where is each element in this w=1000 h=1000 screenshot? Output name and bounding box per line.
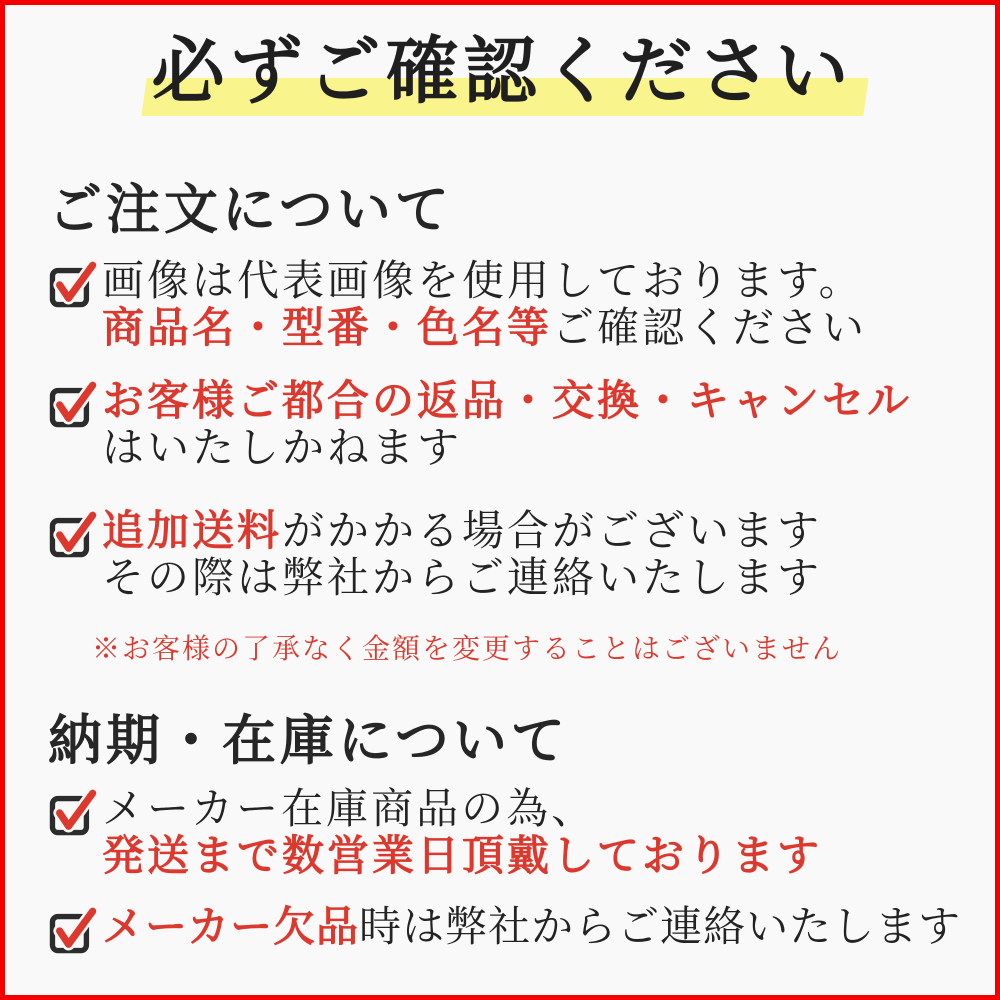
item-text-segment: 画像は代表画像を使用しております。	[102, 258, 864, 305]
item-text	[102, 509, 822, 603]
notice-content	[5, 33, 995, 955]
item-text	[102, 787, 822, 881]
item-text-segment: 時は弊社からご連絡いたします	[359, 905, 962, 952]
item-text-segment: メーカー在庫商品の為、	[102, 787, 597, 834]
notice-item-no-returns	[48, 379, 957, 473]
item-text-segment: その際は弊社からご連絡いたします	[102, 555, 823, 602]
notice-item-maker-shortage	[48, 905, 962, 955]
item-text-segment: はいたしかねます	[102, 425, 463, 472]
item-text	[102, 379, 912, 473]
section-heading-delivery-stock: 納期・在庫について	[48, 710, 569, 771]
item-line	[102, 426, 912, 473]
item-text	[102, 905, 961, 952]
item-text-segment: がかかる場合がございます	[282, 508, 823, 555]
item-text-segment: ご確認ください	[552, 305, 868, 352]
checked-checkbox-icon	[48, 905, 98, 955]
page-title: 必ずご確認ください	[151, 31, 854, 112]
notice-item-maker-stock	[48, 787, 957, 881]
item-line	[102, 259, 867, 306]
item-line	[102, 379, 912, 426]
item-text-segment-red: 商品名・型番・色名等	[102, 305, 553, 352]
item-text-segment-red: 発送まで数営業日頂戴しております	[102, 834, 823, 881]
title-inner	[152, 33, 854, 112]
item-line	[102, 306, 867, 353]
item-text-segment-red: 追加送料	[102, 508, 283, 555]
item-text-segment-red: お客様ご都合の返品・交換・キャンセル	[102, 378, 913, 425]
notice-item-representative-image	[48, 259, 957, 353]
item-text-segment-red: メーカー欠品	[102, 905, 360, 952]
checked-checkbox-icon	[48, 787, 98, 837]
item-line	[102, 834, 822, 881]
item-line	[102, 787, 822, 834]
section-heading-orders: ご注文について	[48, 179, 453, 240]
item-line	[102, 509, 822, 556]
title-block	[48, 33, 957, 112]
item-line	[102, 905, 961, 952]
checked-checkbox-icon	[48, 259, 98, 309]
item-text	[102, 259, 867, 353]
item-line	[102, 556, 822, 603]
checked-checkbox-icon	[48, 509, 98, 559]
price-change-disclaimer-note: ※お客様の了承なく金額を変更することはございません	[92, 633, 843, 665]
checked-checkbox-icon	[48, 379, 98, 429]
notice-item-extra-shipping	[48, 509, 957, 603]
